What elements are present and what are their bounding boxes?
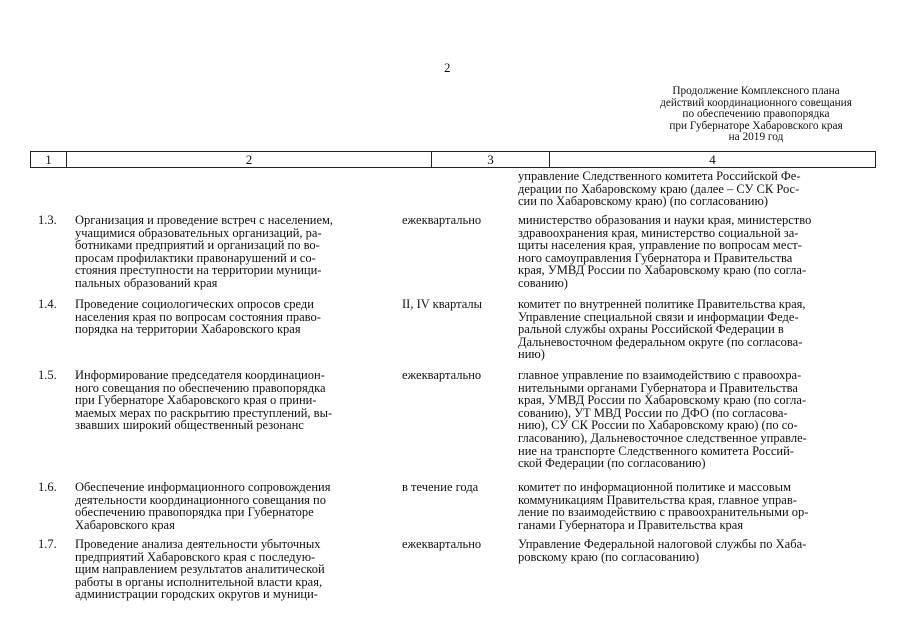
plan-header-line: по обеспечению правопорядка (682, 108, 830, 120)
term-cell: ежеквартально (402, 213, 482, 227)
term-cell: II, IV кварталы (402, 297, 483, 311)
action-line: стояния преступности на территории муници- (75, 263, 322, 278)
term-cell: ежеквартально (402, 537, 482, 551)
executors-line: ральной службы охраны Российской Федерации в (518, 322, 784, 337)
action-cell (75, 369, 385, 432)
plan-header-line: при Губернаторе Хабаровского края (669, 119, 843, 132)
action-line: населения края по вопросам состояния право- (75, 309, 321, 324)
executors-line: управление Следственного комитета Российской Фе- (518, 169, 801, 183)
executors-line: Управление специальной связи и информации Феде- (518, 309, 799, 324)
executors-line: ской Федерации (по согласованию) (518, 456, 706, 471)
executors-line: гласованию), Дальневосточное следственное управле- (518, 430, 807, 445)
action-line: администрации городских округов и муници- (75, 587, 318, 602)
executors-line: ганами Губернатора и Правительства края (518, 517, 744, 532)
executors-line: здравоохранения края, министерство социальной за- (518, 225, 799, 240)
page-number: 2 (444, 60, 451, 75)
action-line: при Губернаторе Хабаровского края о прини- (75, 393, 317, 408)
action-line: Проведение социологических опросов среди (75, 297, 314, 311)
action-line: звавших широкий общественный резонанс (75, 418, 304, 433)
executors-cell (518, 538, 872, 563)
row-number: 1.5. (38, 368, 57, 382)
action-line: просам профилактики правонарушений и со- (75, 250, 316, 265)
executors-line: ного самоуправления Губернатора и Правительства (518, 250, 793, 265)
action-line: деятельности координационного совещания по (75, 492, 326, 507)
action-line: щим направлением результатов аналитической (75, 562, 325, 577)
column-header-4: 4 (550, 152, 876, 168)
executors-line: ровскому краю (по согласованию) (518, 549, 700, 564)
plan-header-line: Продолжение Комплексного плана (672, 85, 840, 97)
executors-line: Дальневосточном федеральном округе (по согласова- (518, 334, 803, 349)
action-line: ного совещания по обеспечению правопорядка (75, 380, 326, 395)
column-header-3: 3 (432, 152, 550, 168)
action-cell (75, 298, 385, 336)
executors-cell (518, 369, 872, 470)
executors-line: нительными органами Губернатора и Правительства (518, 380, 798, 395)
action-line: Обеспечение информационного сопровождения (75, 480, 331, 494)
column-header-1: 1 (31, 152, 67, 168)
row-number: 1.6. (38, 480, 57, 494)
action-line: пальных образований края (75, 275, 218, 290)
executors-line: ние на транспорте Следственного комитета Россий- (518, 443, 794, 458)
executors-line: щиты населения края, управление по вопросам мест- (518, 238, 802, 253)
executors-line: комитет по внутренней политике Правительства края, (518, 297, 806, 311)
row-number: 1.4. (38, 297, 57, 311)
action-line: маемых мерах по раскрытию преступлений, вы- (75, 405, 333, 420)
action-line: обеспечению правопорядка при Губернаторе (75, 505, 314, 520)
row-number: 1.3. (38, 213, 57, 227)
executors-line: сии по Хабаровскому краю) (по согласованию) (518, 194, 768, 209)
action-cell (75, 538, 385, 601)
executors-line: нию) (518, 347, 545, 362)
action-line: Информирование председателя координацион- (75, 368, 325, 382)
action-line: работы в органы исполнительной власти края, (75, 574, 323, 589)
executors-line: сованию) (518, 275, 568, 290)
executors-line: министерство образования и науки края, министерство (518, 213, 812, 227)
action-line: ботниками предприятий и организаций по во- (75, 238, 320, 253)
term-cell: в течение года (402, 480, 479, 494)
executors-line: нию), СУ СК России по Хабаровскому краю) (по со- (518, 418, 798, 433)
action-cell (75, 481, 385, 531)
action-line: Проведение анализа деятельности убыточных (75, 537, 321, 551)
plan-header-line: на 2019 год (728, 131, 784, 143)
plan-continuation-header (640, 86, 872, 144)
executors-line: ление по взаимодействию с правоохранительными ор- (518, 505, 809, 520)
executors-line: Управление Федеральной налоговой службы по Хаба- (518, 537, 807, 551)
executors-line: главное управление по взаимодействию с правоохра- (518, 368, 802, 382)
executors-line: края, УМВД России по Хабаровскому краю (по согла- (518, 393, 807, 408)
executors-line: сованию), УТ МВД России по ДФО (по согласова- (518, 405, 788, 420)
executors-line: комитет по информационной политике и массовым (518, 480, 791, 494)
action-cell (75, 214, 385, 290)
action-line: порядка на территории Хабаровского края (75, 322, 301, 337)
column-number-header (30, 151, 876, 168)
executors-cell (518, 298, 872, 361)
executors-line: коммуникациям Правительства края, главное управ- (518, 492, 797, 507)
executors-cell (518, 481, 872, 531)
action-line: предприятий Хабаровского края с последую- (75, 549, 316, 564)
executors-line: дерации по Хабаровскому краю (далее – СУ СК Рос- (518, 181, 800, 196)
action-line: Организация и проведение встреч с населением, (75, 213, 334, 227)
plan-header-line: действий координационного совещания (660, 96, 852, 109)
executors-line: края, УМВД России по Хабаровскому краю (по согла- (518, 263, 807, 278)
executors-cell (518, 170, 872, 208)
action-line: Хабаровского края (75, 517, 175, 532)
executors-cell (518, 214, 872, 290)
row-number: 1.7. (38, 537, 57, 551)
column-header-2: 2 (67, 152, 432, 168)
term-cell: ежеквартально (402, 368, 482, 382)
action-line: учащимися образовательных организаций, ра- (75, 225, 322, 240)
